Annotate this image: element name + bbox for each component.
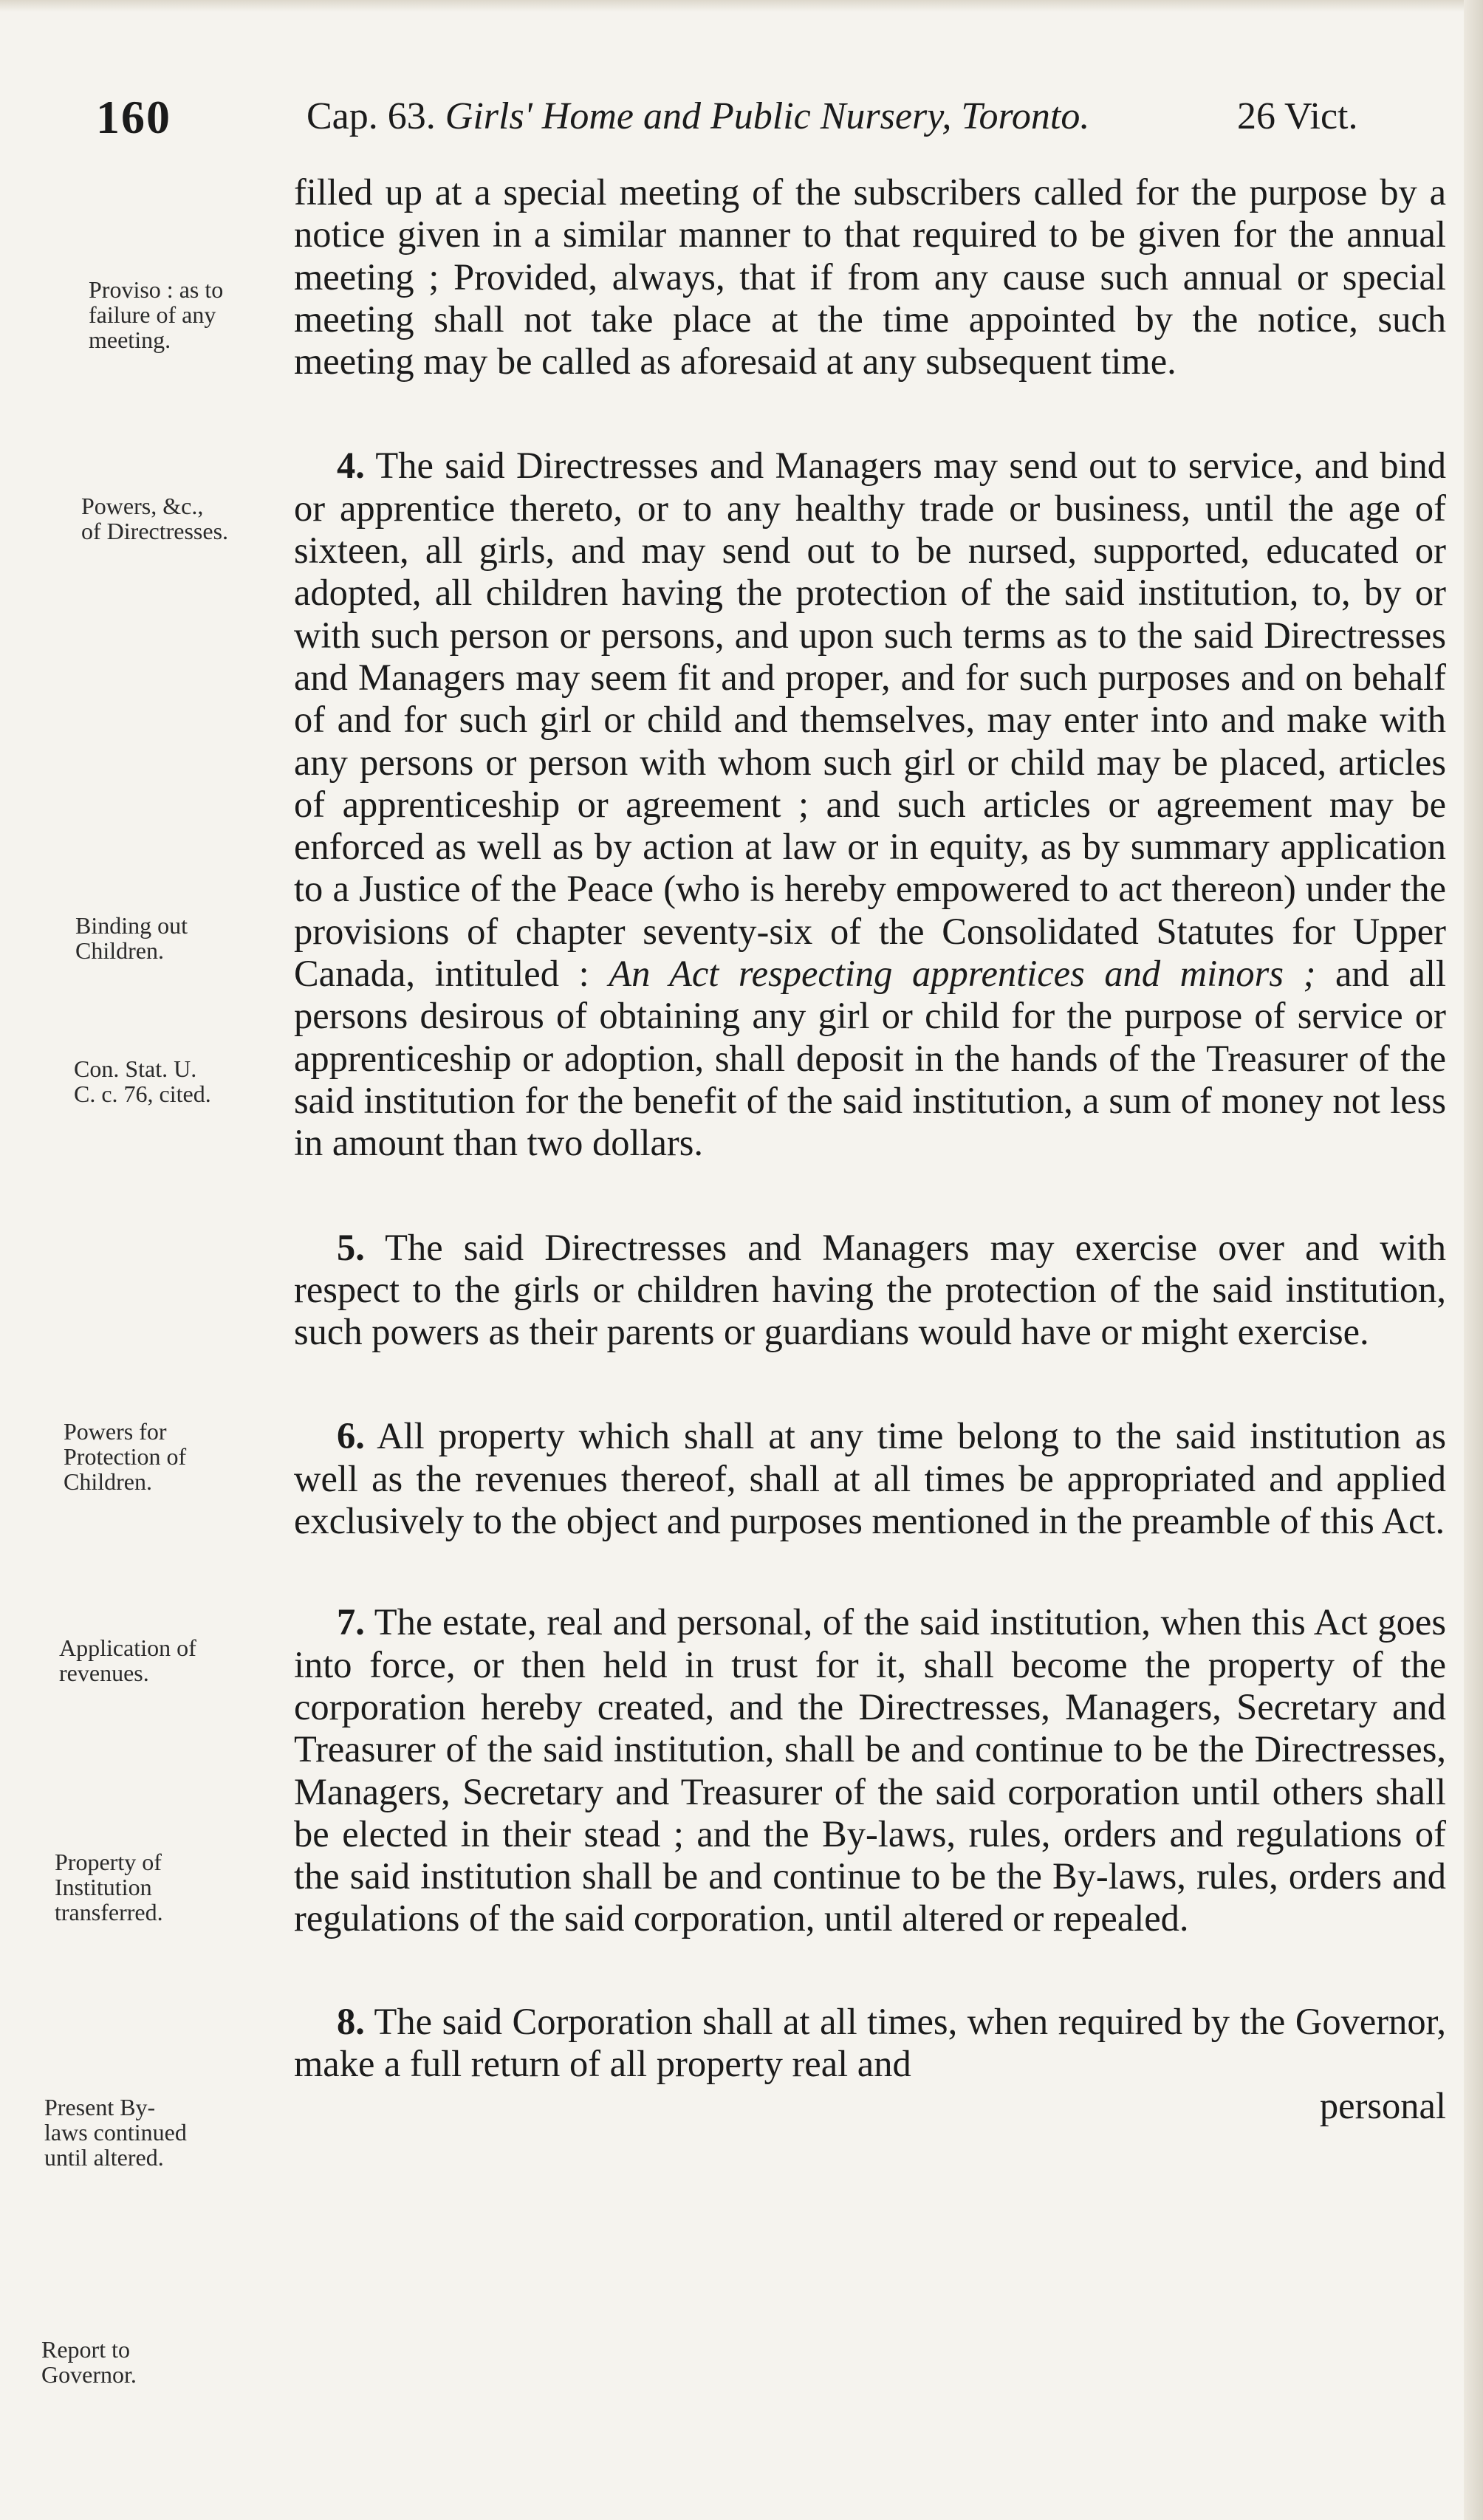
chapter-number: Cap. 63. bbox=[306, 95, 436, 137]
sidenote-line: until altered. bbox=[44, 2144, 164, 2171]
section-text: The said Directresses and Managers may exercise over and with respect to the girls or children having the protection of the said institution, such powers as their parents or guardians would have or might exercise. bbox=[294, 1226, 1446, 1353]
sidenote-line: Governor. bbox=[41, 2361, 137, 2388]
sidenote-line: of Directresses. bbox=[81, 518, 229, 544]
section-number: 6. bbox=[337, 1415, 365, 1457]
sidenote-line: meeting. bbox=[89, 326, 171, 353]
sidenote-line: C. c. 76, cited. bbox=[74, 1081, 211, 1107]
section-text: The said Directresses and Managers may send out to service, and bind or apprentice thereto, or to any healthy trade or business, until the age of sixteen, all girls, and may send out to be nursed, supported, educated or adopted, all children having the protection of the said institution, to, by or with such person or persons, and upon such terms as to the said Directresses and Managers may seem fit and proper, and for such purposes and on behalf of and for such girl or child and themselves, may enter into and make with any persons or person with whom such girl or child may be placed, articles of apprenticeship or agreement ; and such articles or agreement may be enforced as well as by action at law or in equity, as by summary application to a Justice of the Peace (who is hereby empowered to act thereon) under the provisions of chapter seventy-six of the Consolidated Statutes for Upper Canada, intituled : bbox=[294, 445, 1446, 995]
sidenote-line: Property of bbox=[55, 1849, 162, 1875]
sidenote-application bbox=[59, 1635, 244, 1685]
sidenote-line: Children. bbox=[75, 937, 164, 964]
continuation-paragraph: filled up at a special meeting of the subscribers called for the purpose by a notice given in a similar manner to that required to be given for the annual meeting ; Provided, always, that if from any cause such annual or special meeting shall not take place at the time appointed by the notice, such meeting may be called as aforesaid at any subsequent time. bbox=[294, 171, 1446, 383]
sidenote-line: Application of bbox=[59, 1634, 196, 1661]
sidenote-line: laws continued bbox=[44, 2119, 187, 2146]
running-header bbox=[96, 90, 1448, 149]
sidenote-line: Proviso : as to bbox=[89, 276, 224, 303]
section-number: 5. bbox=[337, 1226, 365, 1268]
sidenote-report bbox=[41, 2337, 226, 2387]
section-5 bbox=[294, 1227, 1446, 1354]
sidenote-line: transferred. bbox=[55, 1899, 163, 1925]
act-short-title: Girls' Home and Public Nursery, Toronto. bbox=[445, 95, 1090, 137]
sidenote-line: Report to bbox=[41, 2336, 130, 2363]
sidenote-line: Present By- bbox=[44, 2094, 156, 2120]
section-4 bbox=[294, 445, 1446, 1164]
sidenote-line: Protection of bbox=[64, 1443, 187, 1470]
section-text: The estate, real and personal, of the said institution, when this Act goes into force, or then held in trust for it, shall become the property of the corporation hereby created, and the Directresses, Managers, Secretary and Treasurer of the said institution, shall be and continue to be the Directresses, Managers, Secretary and Treasurer of the said corporation until others shall be elected in their stead ; and the By-laws, rules, orders and regulations of the said institution shall be and continue to be the By-laws, rules, orders and regulations of the said corporation, until altered or repealed. bbox=[294, 1601, 1446, 1939]
section-8 bbox=[294, 2001, 1446, 2086]
sidenote-line: Children. bbox=[64, 1468, 152, 1495]
statute-body bbox=[294, 171, 1446, 2128]
sidenote-powers bbox=[81, 493, 266, 544]
sidenote-line: Binding out bbox=[75, 912, 188, 939]
sidenote-line: revenues. bbox=[59, 1660, 149, 1686]
sidenote-protection bbox=[64, 1419, 248, 1494]
regnal-year: 26 Vict. bbox=[1237, 95, 1358, 137]
section-number: 8. bbox=[337, 2000, 365, 2042]
sidenote-proviso bbox=[89, 277, 273, 352]
sidenote-line: Powers, &c., bbox=[81, 493, 204, 519]
running-head bbox=[306, 95, 1358, 138]
section-number: 4. bbox=[337, 445, 365, 487]
sidenote-line: failure of any bbox=[89, 301, 216, 328]
sidenote-bylaws bbox=[44, 2095, 229, 2170]
sidenote-line: Powers for bbox=[64, 1418, 167, 1445]
section-6 bbox=[294, 1415, 1446, 1542]
scan-top-shadow bbox=[0, 0, 1483, 12]
section-text: All property which shall at any time belong to the said institution as well as the revenues thereof, shall at all times be appropriated and applied exclusively to the object and purposes mentioned in the preamble of this Act. bbox=[294, 1415, 1447, 1542]
section-text: and all persons desirous of obtaining any girl or child for the purpose of service or apprenticeship or adoption, shall deposit in the hands of the Treasurer of the said institution for the benefit of the said institution, a sum of money not less in amount than two dollars. bbox=[294, 953, 1447, 1164]
sidenote-binding bbox=[75, 913, 260, 963]
catchword: personal bbox=[1319, 2085, 1446, 2127]
scan-edge-shadow bbox=[1464, 0, 1483, 2520]
sidenote-line: Con. Stat. U. bbox=[74, 1055, 197, 1082]
section-7 bbox=[294, 1601, 1446, 1939]
cited-act-title: An Act respecting apprentices and minors ; bbox=[609, 953, 1316, 995]
sidenote-line: Institution bbox=[55, 1874, 152, 1900]
sidenote-constat bbox=[74, 1056, 258, 1106]
page-number: 160 bbox=[96, 91, 171, 143]
sidenote-property bbox=[55, 1849, 239, 1925]
section-number: 7. bbox=[337, 1601, 365, 1643]
section-text: The said Corporation shall at all times, when required by the Governor, make a full return of all property real and bbox=[294, 2000, 1446, 2084]
